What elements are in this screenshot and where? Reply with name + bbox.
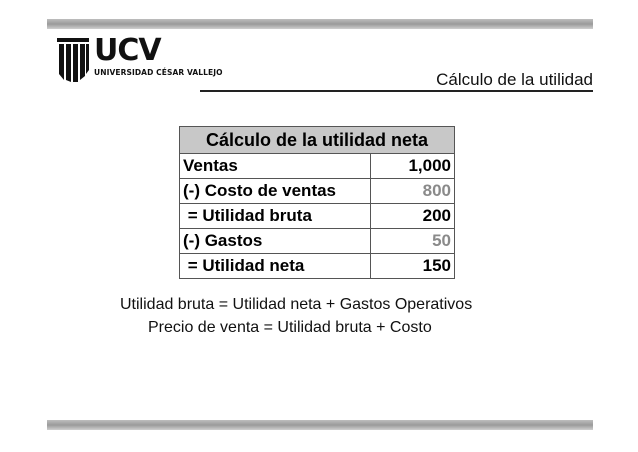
row-label: (-) Gastos bbox=[180, 229, 371, 254]
row-value: 1,000 bbox=[371, 154, 455, 179]
table-row bbox=[180, 154, 455, 179]
row-value: 150 bbox=[371, 254, 455, 279]
income-statement-table bbox=[179, 126, 455, 279]
row-value: 800 bbox=[371, 179, 455, 204]
ucv-crest-icon bbox=[55, 34, 91, 84]
row-label: Ventas bbox=[180, 154, 371, 179]
table-row bbox=[180, 204, 455, 229]
slide-title: Cálculo de la utilidad bbox=[436, 70, 593, 89]
top-decorative-bar bbox=[47, 19, 593, 29]
header-divider bbox=[200, 90, 593, 92]
bottom-decorative-bar bbox=[47, 420, 593, 430]
row-label: (-) Costo de ventas bbox=[180, 179, 371, 204]
logo-subtitle: UNIVERSIDAD CÉSAR VALLEJO bbox=[94, 68, 223, 77]
row-value: 50 bbox=[371, 229, 455, 254]
table-row bbox=[180, 179, 455, 204]
table-title: Cálculo de la utilidad neta bbox=[180, 127, 455, 154]
row-value: 200 bbox=[371, 204, 455, 229]
ucv-logo bbox=[55, 33, 223, 88]
row-label: = Utilidad neta bbox=[180, 254, 371, 279]
table-row bbox=[180, 229, 455, 254]
formula-sale-price: Precio de venta = Utilidad bruta + Costo bbox=[148, 319, 432, 336]
logo-wordmark: UCV bbox=[94, 33, 161, 68]
formula-gross-profit: Utilidad bruta = Utilidad neta + Gastos Operativos bbox=[120, 296, 473, 313]
row-label: = Utilidad bruta bbox=[180, 204, 371, 229]
table-row bbox=[180, 254, 455, 279]
